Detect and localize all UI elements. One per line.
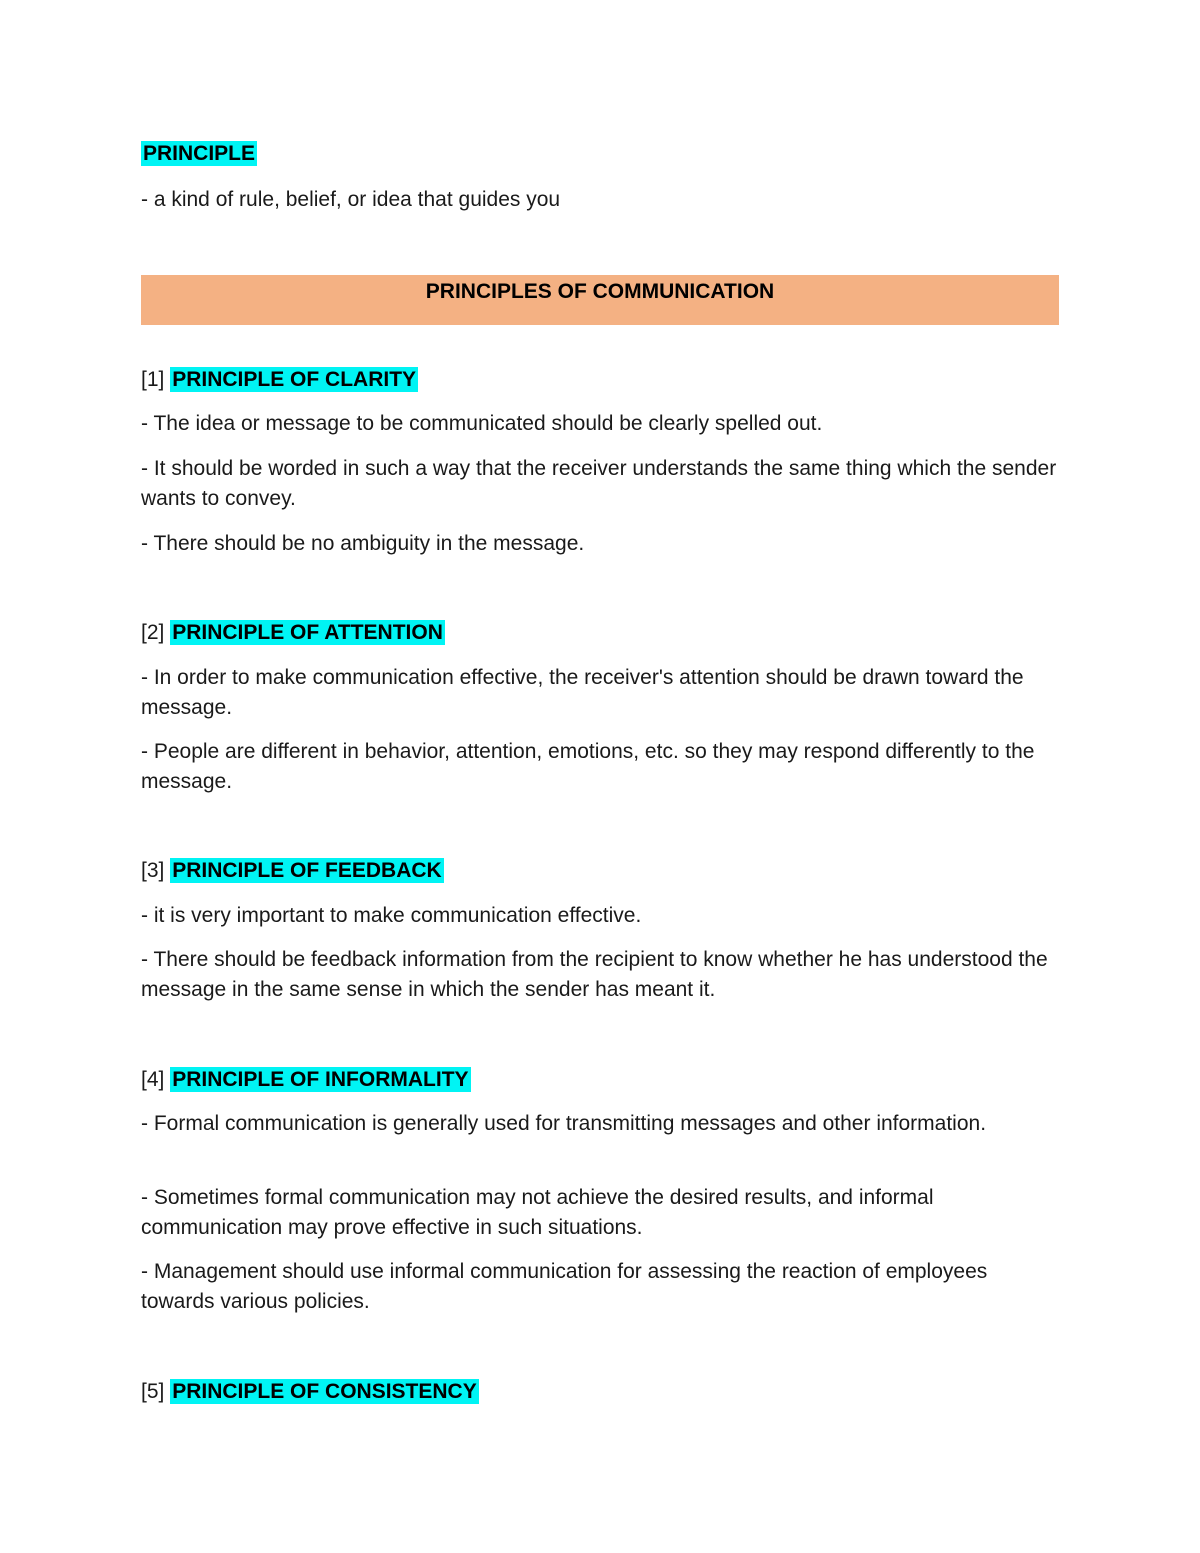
banner-title: PRINCIPLES OF COMMUNICATION [425, 280, 775, 303]
section-number: [5] [141, 1380, 165, 1403]
section-title: PRINCIPLE OF INFORMALITY [172, 1068, 469, 1091]
section-title: PRINCIPLE OF CLARITY [172, 368, 417, 391]
section-heading-feedback [141, 856, 444, 886]
feedback-point-2: - There should be feedback information from the recipient to know whether he has understood the message in the same sense in which the sender has meant it. [141, 948, 1048, 1001]
informality-point-2: - Sometimes formal communication may not achieve the desired results, and informal communication may prove effective in such situations. [141, 1186, 934, 1239]
attention-point-2: - People are different in behavior, attention, emotions, etc. so they may respond differently to the message. [141, 740, 1035, 793]
section-title: PRINCIPLE OF CONSISTENCY [172, 1380, 477, 1403]
term-title: PRINCIPLE [143, 142, 256, 165]
section-heading-clarity [141, 365, 418, 395]
section-number: [1] [141, 368, 165, 391]
term-definition: - a kind of rule, belief, or idea that guides you [141, 188, 561, 211]
section-heading-informality [141, 1065, 471, 1095]
section-number: [2] [141, 621, 165, 644]
informality-point-3: - Management should use informal communication for assessing the reaction of employees towards various policies. [141, 1260, 988, 1313]
informality-point-1: - Formal communication is generally used for transmitting messages and other information. [141, 1112, 987, 1135]
clarity-point-3: - There should be no ambiguity in the message. [141, 532, 585, 555]
section-heading-consistency [141, 1377, 479, 1407]
clarity-point-1: - The idea or message to be communicated should be clearly spelled out. [141, 412, 823, 435]
section-number: [3] [141, 859, 165, 882]
feedback-point-1: - it is very important to make communication effective. [141, 904, 642, 927]
section-heading-attention [141, 618, 445, 648]
section-title: PRINCIPLE OF ATTENTION [172, 621, 443, 644]
clarity-point-2: - It should be worded in such a way that the receiver understands the same thing which the sender wants to convey. [141, 457, 1057, 510]
section-banner [141, 275, 1059, 325]
attention-point-1: - In order to make communication effective, the receiver's attention should be drawn toward the message. [141, 666, 1024, 719]
term-heading [141, 142, 257, 166]
section-title: PRINCIPLE OF FEEDBACK [172, 859, 442, 882]
section-number: [4] [141, 1068, 165, 1091]
